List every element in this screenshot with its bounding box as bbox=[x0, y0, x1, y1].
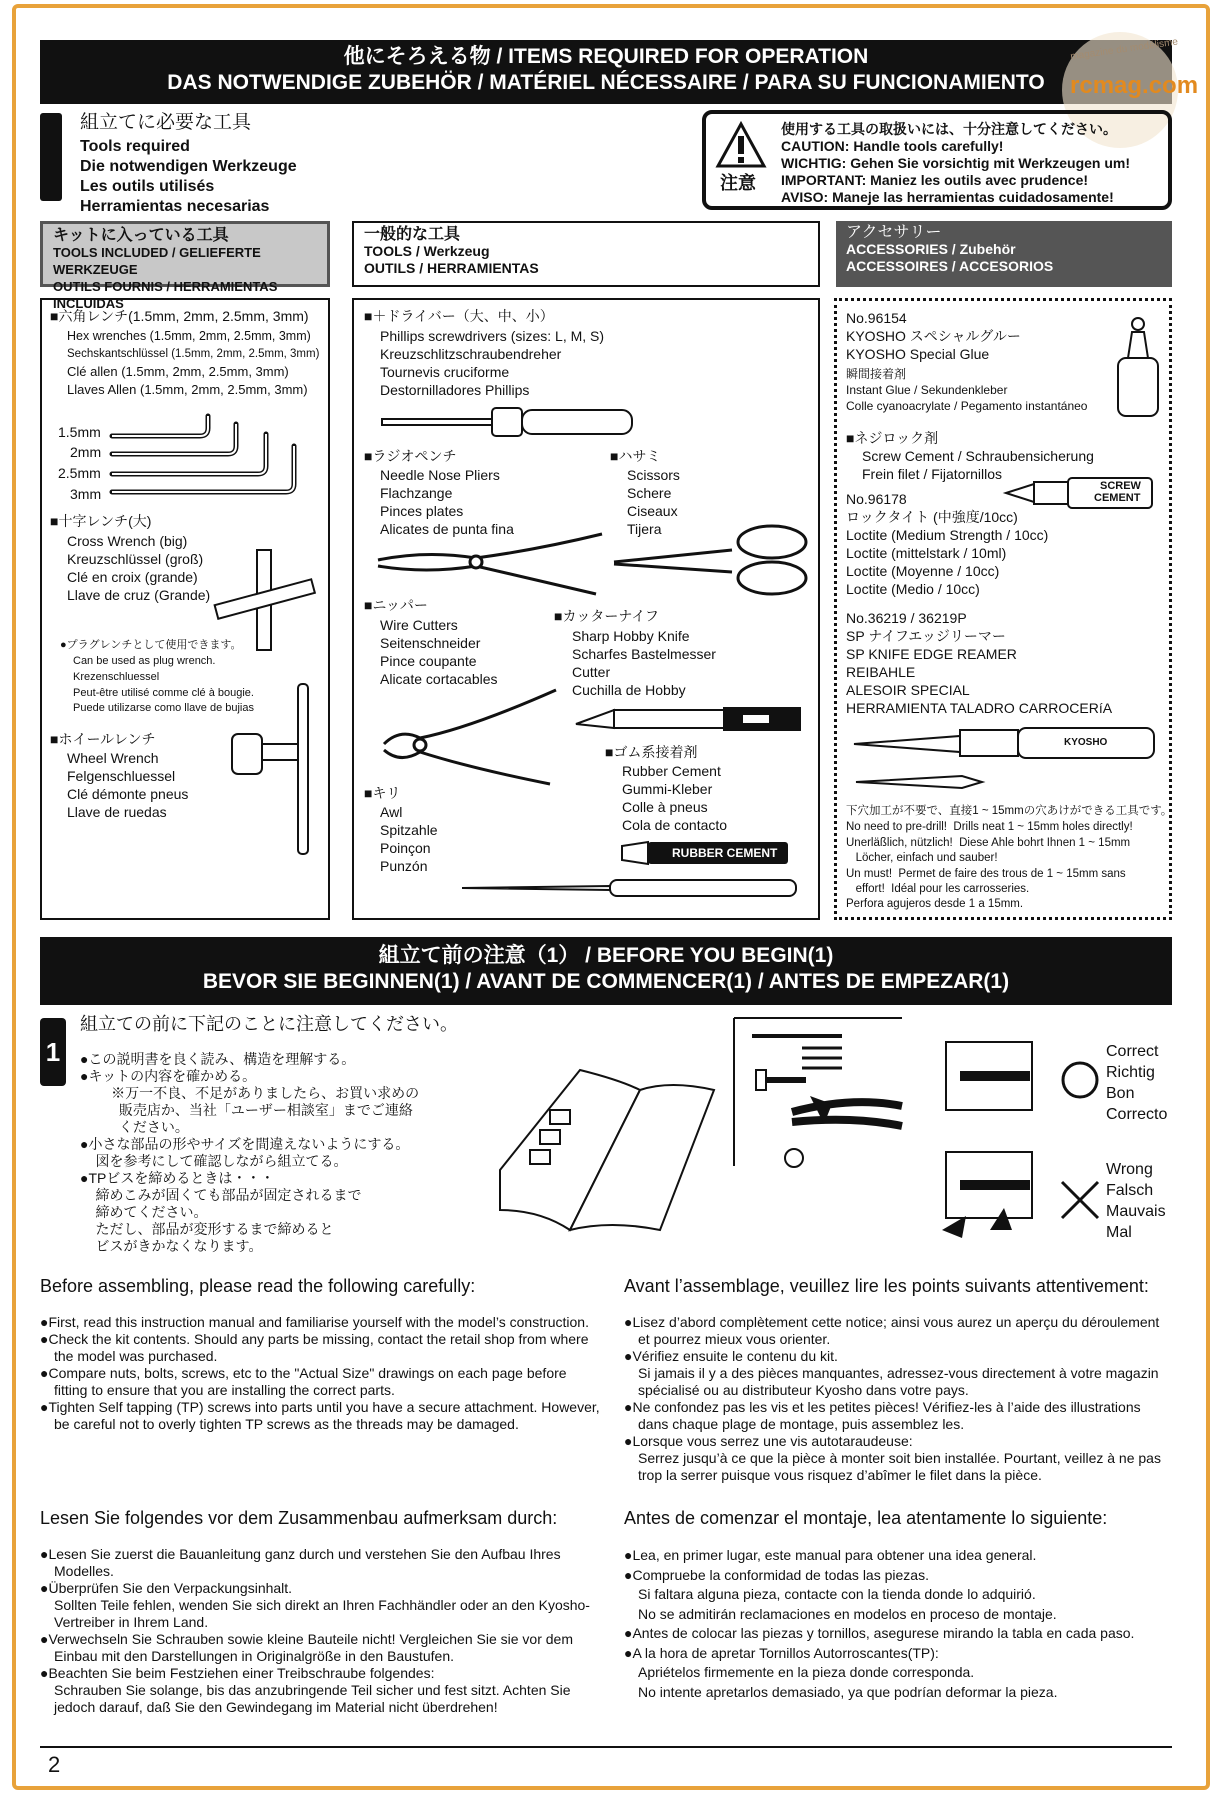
fr-item-4: ●Ne confondez pas les vis et les petites pièces! Vérifiez-les à l’aide des illustrations dans chaque plage de montage, puis assemblez les. bbox=[624, 1399, 1141, 1432]
wheel-de: Felgenschluessel bbox=[67, 768, 176, 784]
header-line1: 他にそろえる物 / ITEMS REQUIRED FOR OPERATION bbox=[343, 45, 869, 68]
plug-note-es: Puede utilizarse como llave de bujias bbox=[73, 702, 254, 714]
cross-es: Llave de cruz (Grande) bbox=[67, 587, 211, 603]
scissors-de: Schere bbox=[627, 485, 672, 501]
pliers-es: Alicates de punta fina bbox=[380, 521, 514, 537]
cement-en: Rubber Cement bbox=[622, 763, 721, 779]
caution-box bbox=[702, 110, 1172, 210]
es-item-4: No se admitirán reclamaciones en modelos en proceso de montaje. bbox=[638, 1605, 1057, 1622]
items-required-header bbox=[40, 40, 1172, 104]
glue-ja2: 瞬間接着剤 bbox=[846, 367, 907, 381]
reamer-note-fr1: Un must! Permet de faire des trous de 1 ~ 15mm sans bbox=[846, 868, 1126, 880]
knife-en: Sharp Hobby Knife bbox=[572, 628, 690, 644]
de-item-2: ●Überprüfen Sie den Verpackungsinhalt. bbox=[40, 1580, 293, 1596]
reamer-es: HERRAMIENTA TALADRO CARROCERíA bbox=[846, 700, 1113, 716]
caution-es: AVISO: Maneje las herramientas cuidadosamente! bbox=[781, 189, 1114, 205]
es-item-5: ●Antes de colocar las piezas y tornillos, asegurese mirando la tabla en cada paso. bbox=[624, 1625, 1135, 1641]
en-item-4: ●Tighten Self tapping (TP) screws into parts until you have a secure attachment. However, be careful not to overly tighten TP screws as the threads may be damaged. bbox=[40, 1399, 600, 1432]
ja-line-12: ビスがきかなくなります。 bbox=[80, 1238, 263, 1254]
reamer-de: REIBAHLE bbox=[846, 664, 916, 680]
screwdriver-icon bbox=[380, 404, 640, 440]
glue-de: Instant Glue / Sekundenkleber bbox=[846, 383, 1008, 397]
caution-en: CAUTION: Handle tools carefully! bbox=[781, 138, 1004, 154]
hex-size-1: 1.5mm bbox=[58, 424, 101, 440]
fr-item-1: ●Lisez d’abord complètement cette notice; ainsi vous aurez un aperçu du déroulement et pourrez mieux vous orienter. bbox=[624, 1314, 1160, 1347]
awl-title: ■キリ bbox=[364, 785, 401, 801]
caution-ja: 使用する工具の取扱いには、十分注意してください。 bbox=[781, 121, 1117, 137]
wheel-en: Wheel Wrench bbox=[67, 750, 159, 766]
tools-required-es: Herramientas necesarias bbox=[80, 198, 270, 215]
fr-item-3: Si jamais il y a des pièces manquantes, adressez-vous directement à votre magazin spécialisé ou au distributeur Kyosho dans votre pays. bbox=[638, 1365, 1159, 1398]
ja-line-6: ●小さな部品の形やサイズを間違えないようにする。 bbox=[80, 1136, 410, 1152]
wrong-es: Mal bbox=[1106, 1224, 1132, 1241]
ja-line-3: ※万一不良、不足がありましたら、お買い求めの bbox=[80, 1085, 420, 1101]
loctite-en: Loctite (Medium Strength / 10cc) bbox=[846, 527, 1049, 543]
ja-line-11: ただし、部品が変形するまで締めると bbox=[80, 1221, 334, 1237]
pliers-title: ■ラジオペンチ bbox=[364, 448, 457, 464]
scissors-title: ■ハサミ bbox=[610, 448, 661, 464]
loctite-fr: Loctite (Moyenne / 10cc) bbox=[846, 563, 1000, 579]
tools-required-ja: 組立てに必要な工具 bbox=[80, 112, 252, 133]
caution-de: WICHTIG: Gehen Sie vorsichtig mit Werkzeugen um! bbox=[781, 155, 1131, 171]
de-item-5: ●Beachten Sie beim Festziehen einer Treibschraube folgendes: bbox=[40, 1665, 435, 1681]
es-item-1: ●Lea, en primer lugar, este manual para obtener una idea general. bbox=[624, 1547, 1037, 1563]
glue-bottle-icon bbox=[1110, 316, 1166, 420]
cutters-es: Alicate cortacables bbox=[380, 671, 498, 687]
correct-fr: Bon bbox=[1106, 1085, 1135, 1102]
loctite-es: Loctite (Medio / 10cc) bbox=[846, 581, 980, 597]
ja-line-2: ●キットの内容を確かめる。 bbox=[80, 1068, 257, 1084]
included-header-l2: TOOLS INCLUDED / GELIEFERTE WERKZEUGE bbox=[53, 245, 261, 277]
pliers-icon bbox=[376, 530, 606, 600]
hex-en: Hex wrenches (1.5mm, 2mm, 2.5mm, 3mm) bbox=[67, 329, 311, 343]
pliers-en: Needle Nose Pliers bbox=[380, 467, 500, 483]
fr-item-6: Serrez jusqu’à ce que la pièce à monter soit bien installée. Pourtant, veillez à ne pas trop la serrer puisque vous risquez d’abîmer le filet dans la pièce. bbox=[638, 1450, 1161, 1483]
ja-line-9: 締めこみが固くても部品が固定されるまで bbox=[80, 1187, 362, 1203]
es-item-7: Apriételos firmemente en la pieza donde corresponda. bbox=[638, 1664, 975, 1680]
reamer-ja: SP ナイフエッジリーマー bbox=[846, 628, 1006, 644]
pliers-de: Flachzange bbox=[380, 485, 453, 501]
tools-required-marker bbox=[40, 113, 62, 201]
manual-book-icon bbox=[490, 1060, 720, 1240]
awl-de: Spitzahle bbox=[380, 822, 438, 838]
plug-note-fr: Peut-être utilisé comme clé à bougie. bbox=[73, 687, 254, 699]
awl-icon bbox=[460, 876, 800, 900]
caution-fr: IMPORTANT: Maniez les outils avec prudence! bbox=[781, 172, 1089, 188]
fr-title: Avant l’assemblage, veuillez lire les points suivants attentivement: bbox=[624, 1276, 1149, 1296]
de-title: Lesen Sie folgendes vor dem Zusammenbau aufmerksam durch: bbox=[40, 1508, 558, 1528]
glue-ja: KYOSHO スペシャルグルー bbox=[846, 328, 1021, 344]
es-list bbox=[624, 1546, 1172, 1702]
screwdriver-de: Kreuzschlitzschraubendreher bbox=[380, 346, 562, 362]
screwdriver-fr: Tournevis cruciforme bbox=[380, 364, 510, 380]
cross-de: Kreuzschlüssel (groß) bbox=[67, 551, 204, 567]
cutters-title: ■ニッパー bbox=[364, 597, 428, 613]
cross-fr: Clé en croix (grande) bbox=[67, 569, 198, 585]
en-item-2: ●Check the kit contents. Should any parts be missing, contact the retail shop from where the model was purchased. bbox=[40, 1331, 589, 1364]
es-item-8: No intente apretarlos demasiado, ya que podrían deformar la pieza. bbox=[638, 1683, 1058, 1700]
wheel-es: Llave de ruedas bbox=[67, 804, 167, 820]
en-item-1: ●First, read this instruction manual and familiarise yourself with the model’s construction. bbox=[40, 1314, 589, 1330]
wrong-fr: Mauvais bbox=[1106, 1203, 1166, 1220]
hex-es: Llaves Allen (1.5mm, 2mm, 2.5mm, 3mm) bbox=[67, 382, 308, 397]
cutters-fr: Pince coupante bbox=[380, 653, 477, 669]
screw-cement-label2: CEMENT bbox=[1094, 492, 1141, 504]
knife-de: Scharfes Bastelmesser bbox=[572, 646, 716, 662]
en-title: Before assembling, please read the following carefully: bbox=[40, 1276, 476, 1296]
scissors-es: Tijera bbox=[627, 521, 662, 537]
cement-title: ■ゴム系接着剤 bbox=[605, 744, 698, 760]
general-header-l2: TOOLS / Werkzeug bbox=[364, 243, 490, 259]
reamer-note-de1: Unerläßlich, nützlich! Diese Ahle bohrt Ihnen 1 ~ 15mm bbox=[846, 837, 1131, 849]
correct-circle-icon bbox=[1060, 1060, 1100, 1100]
wrong-de: Falsch bbox=[1106, 1182, 1154, 1199]
fr-item-5: ●Lorsque vous serrez une vis autotaraudeuse: bbox=[624, 1433, 913, 1449]
accessories-header-ja: アクセサリー bbox=[846, 224, 942, 241]
ja-line-10: 締めてください。 bbox=[80, 1204, 208, 1220]
correct-de: Richtig bbox=[1106, 1064, 1155, 1081]
hex-title: ■六角レンチ(1.5mm, 2mm, 2.5mm, 3mm) bbox=[50, 308, 309, 324]
included-header-ja: キットに入っている工具 bbox=[53, 227, 229, 244]
included-tools-header bbox=[40, 221, 330, 311]
accessories-header-l3: ACCESSOIRES / ACCESORIOS bbox=[846, 258, 1054, 274]
en-item-3: ●Compare nuts, bolts, screws, etc to the "Actual Size" drawings on each page before fitting to ensure that you are installing the correct parts. bbox=[40, 1365, 567, 1398]
accessories-header bbox=[836, 221, 1172, 287]
screwdriver-en: Phillips screwdrivers (sizes: L, M, S) bbox=[380, 328, 605, 344]
included-header-l3: OUTILS FOURNIS / HERRAMIENTAS INCLUIDAS bbox=[53, 279, 278, 311]
reamer-tool bbox=[852, 724, 1162, 794]
loctite-de: Loctite (mittelstark / 10ml) bbox=[846, 545, 1007, 561]
page-number: 2 bbox=[48, 1752, 61, 1777]
ja-line-8: ●TPビスを締めるときは・・・ bbox=[80, 1170, 275, 1186]
before-you-begin-header bbox=[40, 937, 1172, 1005]
screw-cement-title: ■ネジロック剤 bbox=[846, 430, 939, 446]
general-header-ja: 一般的な工具 bbox=[364, 226, 461, 243]
tools-required-de: Die notwendigen Werkzeuge bbox=[80, 158, 297, 175]
caution-label: 注意 bbox=[720, 173, 756, 193]
reamer-note-de2: Löcher, einfach und sauber! bbox=[846, 852, 998, 864]
general-tools-header bbox=[352, 221, 820, 287]
reamer-note-ja: 下穴加工が不要で、直接1 ~ 15mmの穴あけができる工具です。 bbox=[846, 805, 1173, 817]
plug-note-en: Can be used as plug wrench. bbox=[73, 655, 216, 667]
awl-fr: Poinçon bbox=[380, 840, 431, 856]
fr-list bbox=[624, 1314, 1172, 1484]
es-title: Antes de comenzar el montaje, lea atentamente lo siguiente: bbox=[624, 1508, 1108, 1528]
reamer-en: SP KNIFE EDGE REAMER bbox=[846, 646, 1017, 662]
cement-fr: Colle à pneus bbox=[622, 799, 708, 815]
tools-required-en: Tools required bbox=[80, 138, 190, 155]
general-header-l3: OUTILS / HERRAMIENTAS bbox=[364, 260, 539, 276]
screwdriver-es: Destornilladores Phillips bbox=[380, 382, 530, 398]
es-item-3: Si faltara alguna pieza, contacte con la tienda donde lo adquirió. bbox=[638, 1586, 1036, 1602]
reamer-note-es: Perfora agujeros desde 1 a 15mm. bbox=[846, 898, 1024, 910]
tools-required-fr: Les outils utilisés bbox=[80, 178, 215, 195]
wrong-en: Wrong bbox=[1106, 1161, 1153, 1178]
reamer-icon bbox=[852, 724, 1162, 794]
reamer-fr: ALESOIR SPECIAL bbox=[846, 682, 970, 698]
cross-en: Cross Wrench (big) bbox=[67, 533, 188, 549]
cross-title: ■十字レンチ(大) bbox=[50, 513, 152, 529]
de-item-6: Schrauben Sie solange, bis das anzubringende Teil sicher und fest sitzt. Achten Sie jedoch darauf, daß Sie den Gewindegang im Material nicht überdrehen! bbox=[54, 1682, 571, 1715]
ja-line-5: ください。 bbox=[80, 1119, 189, 1135]
wheel-title: ■ホイールレンチ bbox=[50, 731, 156, 747]
cement-es: Cola de contacto bbox=[622, 817, 728, 833]
warning-triangle-icon bbox=[716, 122, 766, 170]
awl-es: Punzón bbox=[380, 858, 428, 874]
screwdriver-title: ■＋ドライバー（大、中、小） bbox=[364, 308, 554, 324]
hobby-knife-icon bbox=[574, 704, 804, 734]
reamer-note-en: No need to pre-drill! Drills neat 1 ~ 15mm holes directly! bbox=[846, 821, 1133, 833]
ja-line-7: 図を参考にして確認しながら組立てる。 bbox=[80, 1153, 348, 1169]
es-item-2: ●Compruebe la conformidad de todas las piezas. bbox=[624, 1566, 929, 1583]
cutters-de: Seitenschneider bbox=[380, 635, 481, 651]
fr-item-2: ●Vérifiez ensuite le contenu du kit. bbox=[624, 1348, 838, 1364]
loctite-ja: ロックタイト (中強度/10cc) bbox=[846, 509, 1018, 525]
de-item-3: Sollten Teile fehlen, wenden Sie sich direkt an Ihren Fachhändler oder an den Kyosho-Vertreiber in Ihrem Land. bbox=[54, 1597, 590, 1630]
hex-fr: Clé allen (1.5mm, 2mm, 2.5mm, 3mm) bbox=[67, 364, 289, 379]
footer-rule bbox=[40, 1746, 1172, 1748]
scissors-fr: Ciseaux bbox=[627, 503, 678, 519]
hex-size-3: 2.5mm bbox=[58, 465, 101, 481]
plug-note-de: Krezenschluessel bbox=[73, 671, 160, 683]
ja-line-1: ●この説明書を良く読み、構造を理解する。 bbox=[80, 1051, 356, 1067]
step-ja-title: 組立ての前に下記のことに注意してください。 bbox=[80, 1014, 458, 1034]
plug-note-ja: ●プラグレンチとして使用できます。 bbox=[60, 639, 242, 651]
wrong-cross-icon bbox=[1060, 1180, 1100, 1220]
screw-cement-label1: SCREW bbox=[1100, 480, 1141, 492]
screw-cement-tube bbox=[1004, 476, 1154, 510]
cement-de: Gummi-Kleber bbox=[622, 781, 713, 797]
hex-size-2: 2mm bbox=[70, 444, 102, 460]
cutters-en: Wire Cutters bbox=[380, 617, 458, 633]
reamer-brand: KYOSHO bbox=[1064, 737, 1108, 748]
watermark-tagline: magazine du modélisme bbox=[1069, 36, 1179, 63]
scissors-icon bbox=[612, 520, 812, 600]
rubber-cement-label: RUBBER CEMENT bbox=[672, 846, 778, 860]
hex-size-4: 3mm bbox=[70, 486, 102, 502]
glue-no: No.96154 bbox=[846, 310, 907, 326]
screw-in-part-illustration bbox=[940, 1040, 1040, 1240]
watermark-site: rcmag.com bbox=[1070, 72, 1199, 99]
screw-sorting-illustration bbox=[732, 1016, 912, 1166]
knife-fr: Cutter bbox=[572, 664, 611, 680]
es-item-6: ●A la hora de apretar Tornillos Autorroscantes(TP): bbox=[624, 1644, 939, 1661]
reamer-note-fr2: effort! Idéal pour les carrosseries. bbox=[846, 883, 1030, 895]
section2-line1: 組立て前の注意（1） / BEFORE YOU BEGIN(1) bbox=[378, 944, 834, 967]
glue-en: KYOSHO Special Glue bbox=[846, 346, 990, 362]
hex-de: Sechskantschlüssel (1.5mm, 2mm, 2.5mm, 3mm) bbox=[67, 348, 320, 360]
pliers-fr: Pinces plates bbox=[380, 503, 464, 519]
correct-es: Correcto bbox=[1106, 1106, 1168, 1123]
knife-title: ■カッターナイフ bbox=[554, 608, 659, 624]
glue-fr: Colle cyanoacrylate / Pegamento instantáneo bbox=[846, 399, 1088, 413]
de-item-4: ●Verwechseln Sie Schrauben sowie kleine Bauteile nicht! Vergleichen Sie sie vor dem Einbau mit den Darstellungen in Originalgröße in den Baustufen. bbox=[40, 1631, 573, 1664]
knife-es: Cuchilla de Hobby bbox=[572, 682, 686, 698]
rubber-cement-tube bbox=[620, 840, 790, 866]
correct-en: Correct bbox=[1106, 1043, 1159, 1060]
screw-cement-l1: Screw Cement / Schraubensicherung bbox=[862, 448, 1094, 464]
loctite-no: No.96178 bbox=[846, 491, 907, 507]
ja-line-4: 販売店か、当社「ユーザー相談室」までご連絡 bbox=[80, 1102, 413, 1118]
wheel-fr: Clé démonte pneus bbox=[67, 786, 189, 802]
step-number: 1 bbox=[40, 1018, 66, 1086]
de-list bbox=[40, 1546, 600, 1716]
scissors-en: Scissors bbox=[627, 467, 680, 483]
wire-cutters-icon bbox=[380, 688, 560, 788]
de-item-1: ●Lesen Sie zuerst die Bauanleitung ganz durch und verstehen Sie den Aufbau Ihres Modelles. bbox=[40, 1546, 561, 1579]
accessories-header-l2: ACCESSORIES / Zubehör bbox=[846, 241, 1016, 257]
screw-cement-l2: Frein filet / Fijatornillos bbox=[862, 466, 1003, 482]
wheel-wrench-icon bbox=[230, 684, 320, 854]
section2-line2: BEVOR SIE BEGINNEN(1) / AVANT DE COMMENCER(1) / ANTES DE EMPEZAR(1) bbox=[202, 970, 1010, 993]
en-list bbox=[40, 1314, 600, 1433]
awl-en: Awl bbox=[380, 804, 403, 820]
reamer-no: No.36219 / 36219P bbox=[846, 610, 967, 626]
hex-wrench-icon bbox=[110, 414, 300, 494]
header-line2: DAS NOTWENDIGE ZUBEHÖR / MATÉRIEL NÉCESSAIRE / PARA SU FUNCIONAMIENTO bbox=[167, 71, 1045, 94]
